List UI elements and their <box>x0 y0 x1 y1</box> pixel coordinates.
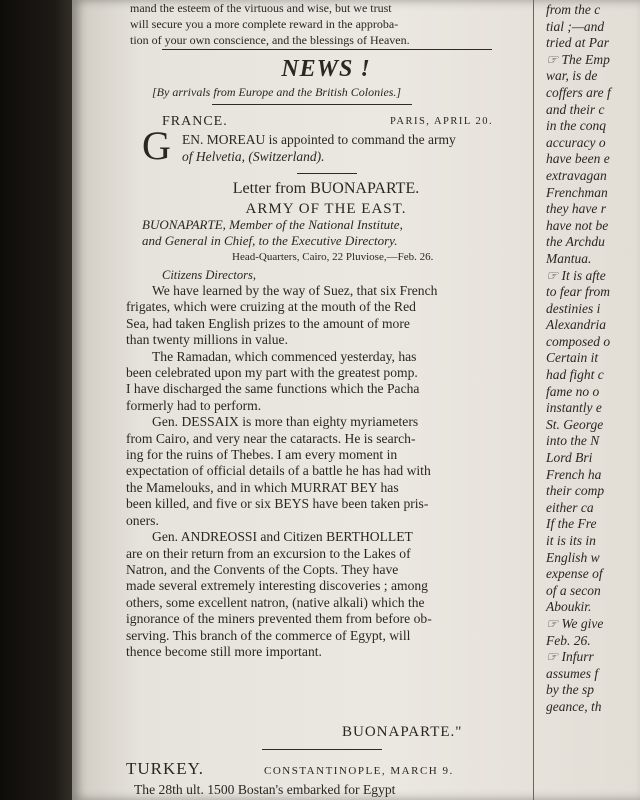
right-column-line: ☞ We give <box>546 615 604 631</box>
right-column-line: instantly e <box>546 400 602 416</box>
right-column <box>540 0 640 800</box>
right-column-line: had fight c <box>546 367 604 383</box>
body-line: I have discharged the same functions which the Pacha <box>126 381 420 397</box>
dateline: CONSTANTINOPLE, MARCH 9. <box>264 765 454 777</box>
previous-line: tion of your own conscience, and the blessings of Heaven. <box>130 33 410 47</box>
body-line: made several extremely interesting discoveries ; among <box>126 578 428 594</box>
right-column-line: and their c <box>546 101 605 117</box>
right-column-line: ☞ Infurr <box>546 649 594 665</box>
right-column-line: tial ;—and <box>546 18 605 34</box>
body-line: been killed, and five or six BEYS have been taken pris- <box>126 496 429 512</box>
right-column-line: war, is de <box>546 68 598 84</box>
body-line: Sea, had taken English prizes to the amount of more <box>126 315 410 331</box>
right-column-line: they have r <box>546 201 606 217</box>
right-column-line: geance, th <box>546 698 602 714</box>
column-rule <box>533 0 534 800</box>
letter-heading: Letter from BUONAPARTE. <box>232 180 420 197</box>
news-heading: NEWS ! <box>281 56 371 82</box>
body-line: are on their return from an excursion to the Lakes of <box>126 545 411 561</box>
body-line: thence become still more important. <box>126 643 322 659</box>
signature: BUONAPARTE." <box>342 724 463 740</box>
right-column-line: Certain it <box>546 350 599 366</box>
right-column-line: it is its in <box>546 533 596 548</box>
right-column-line: English w <box>546 549 600 565</box>
letter-intro <box>142 217 527 249</box>
right-column-line: Aboukir. <box>546 599 592 615</box>
right-column-line: into the N <box>546 433 600 449</box>
right-column-line: Feb. 26. <box>546 632 591 648</box>
body-line: formerly had to perform. <box>126 397 262 413</box>
right-column-line: from the c <box>546 2 601 17</box>
previous-line: mand the esteem of the virtuous and wise, but we trust <box>130 1 392 15</box>
body-line: The Ramadan, which commenced yesterday, has <box>152 348 417 364</box>
right-column-line: If the Fre <box>546 516 597 532</box>
body-line: serving. This branch of the commerce of Egypt, will <box>126 627 411 643</box>
right-column-line: Frenchman <box>546 184 608 200</box>
right-column-line: destinies i <box>546 300 601 316</box>
body-line: been celebrated upon my part with the greatest pomp. <box>126 365 418 381</box>
salutation: Citizens Directors, <box>162 268 256 282</box>
dateline: PARIS, APRIL 20. <box>390 116 494 127</box>
right-column-line: coffers are f <box>546 84 611 100</box>
right-column-text <box>546 2 611 716</box>
divider <box>262 749 382 750</box>
right-column-line: ☞ It is afte <box>546 267 606 283</box>
right-column-line: fame no o <box>546 383 600 399</box>
headquarters-line: Head-Quarters, Cairo, 22 Pluviose,—Feb. 26. <box>232 251 434 263</box>
moreau-paragraph <box>182 131 527 165</box>
right-column-line: their comp <box>546 483 605 499</box>
body-line: than twenty millions in value. <box>126 332 288 348</box>
previous-line: will secure you a more complete reward in the approba- <box>130 17 399 31</box>
right-column-line: ☞ The Emp <box>546 51 610 67</box>
right-column-line: Alexandria <box>546 317 606 333</box>
right-column-line: French ha <box>546 466 602 482</box>
divider <box>212 104 412 105</box>
right-column-line: have not be <box>546 217 609 233</box>
right-column-line: to fear from <box>546 284 610 300</box>
right-column-line: expense of <box>546 566 603 582</box>
france-section-header <box>162 114 532 130</box>
right-column-line: in the conq <box>546 118 606 134</box>
body-line: others, some excellent natron, (native alkali) which the <box>126 594 425 610</box>
right-column-line: tried at Par <box>546 35 609 51</box>
body-line: from Cairo, and very near the cataracts. He is search- <box>126 430 416 446</box>
intro-line: BUONAPARTE, Member of the National Institute, <box>142 217 403 232</box>
letter-body <box>126 283 526 660</box>
right-column-line: extravagan <box>546 167 607 183</box>
right-column-line: of a secon <box>546 582 601 598</box>
body-line: Natron, and the Convents of the Copts. They have <box>126 561 399 577</box>
right-column-line: either ca <box>546 499 594 515</box>
body-line: frigates, which were cruizing at the mouth of the Red <box>126 299 416 315</box>
paragraph-line: of Helvetia, (Switzerland). <box>182 149 325 164</box>
section-place: FRANCE. <box>162 114 228 129</box>
arrivals-note: [By arrivals from Europe and the British Colonies.] <box>152 85 402 99</box>
right-column-line: by the sp <box>546 682 594 698</box>
paragraph-line: EN. MOREAU is appointed to command the army <box>182 132 456 147</box>
right-column-line: accuracy o <box>546 134 606 150</box>
turkey-section-header: TURKEY. <box>126 759 204 778</box>
divider <box>162 49 492 50</box>
right-column-line: Lord Bri <box>546 450 593 466</box>
body-line: expectation of official details of a battle he has had with <box>126 463 431 479</box>
main-column <box>122 0 530 800</box>
previous-article <box>130 0 525 48</box>
right-column-line: the Archdu <box>546 234 605 250</box>
book-binding <box>0 0 78 800</box>
right-column-line: composed o <box>546 333 611 349</box>
right-column-line: have been e <box>546 151 610 167</box>
turkey-first-line: The 28th ult. 1500 Bostan's embarked for Egypt <box>134 782 396 797</box>
intro-line: and General in Chief, to the Executive Directory. <box>142 233 398 248</box>
body-line: ignorance of the miners prevented them from before ob- <box>126 611 432 627</box>
right-column-line: assumes f <box>546 665 599 681</box>
body-line: Gen. DESSAIX is more than eighty myriameters <box>152 414 419 430</box>
body-line: the Mamelouks, and in which MURRAT BEY has <box>126 479 399 495</box>
body-line: Gen. ANDREOSSI and Citizen BERTHOLLET <box>152 529 413 545</box>
army-heading: ARMY OF THE EAST. <box>245 201 407 217</box>
divider <box>297 173 357 174</box>
drop-cap: G <box>142 123 171 168</box>
body-line: oners. <box>126 512 159 528</box>
right-column-line: St. George <box>546 416 604 432</box>
body-line: ing for the ruins of Thebes. I am every moment in <box>126 447 398 463</box>
right-column-line: Mantua. <box>546 250 592 266</box>
body-line: We have learned by the way of Suez, that six French <box>152 283 438 298</box>
